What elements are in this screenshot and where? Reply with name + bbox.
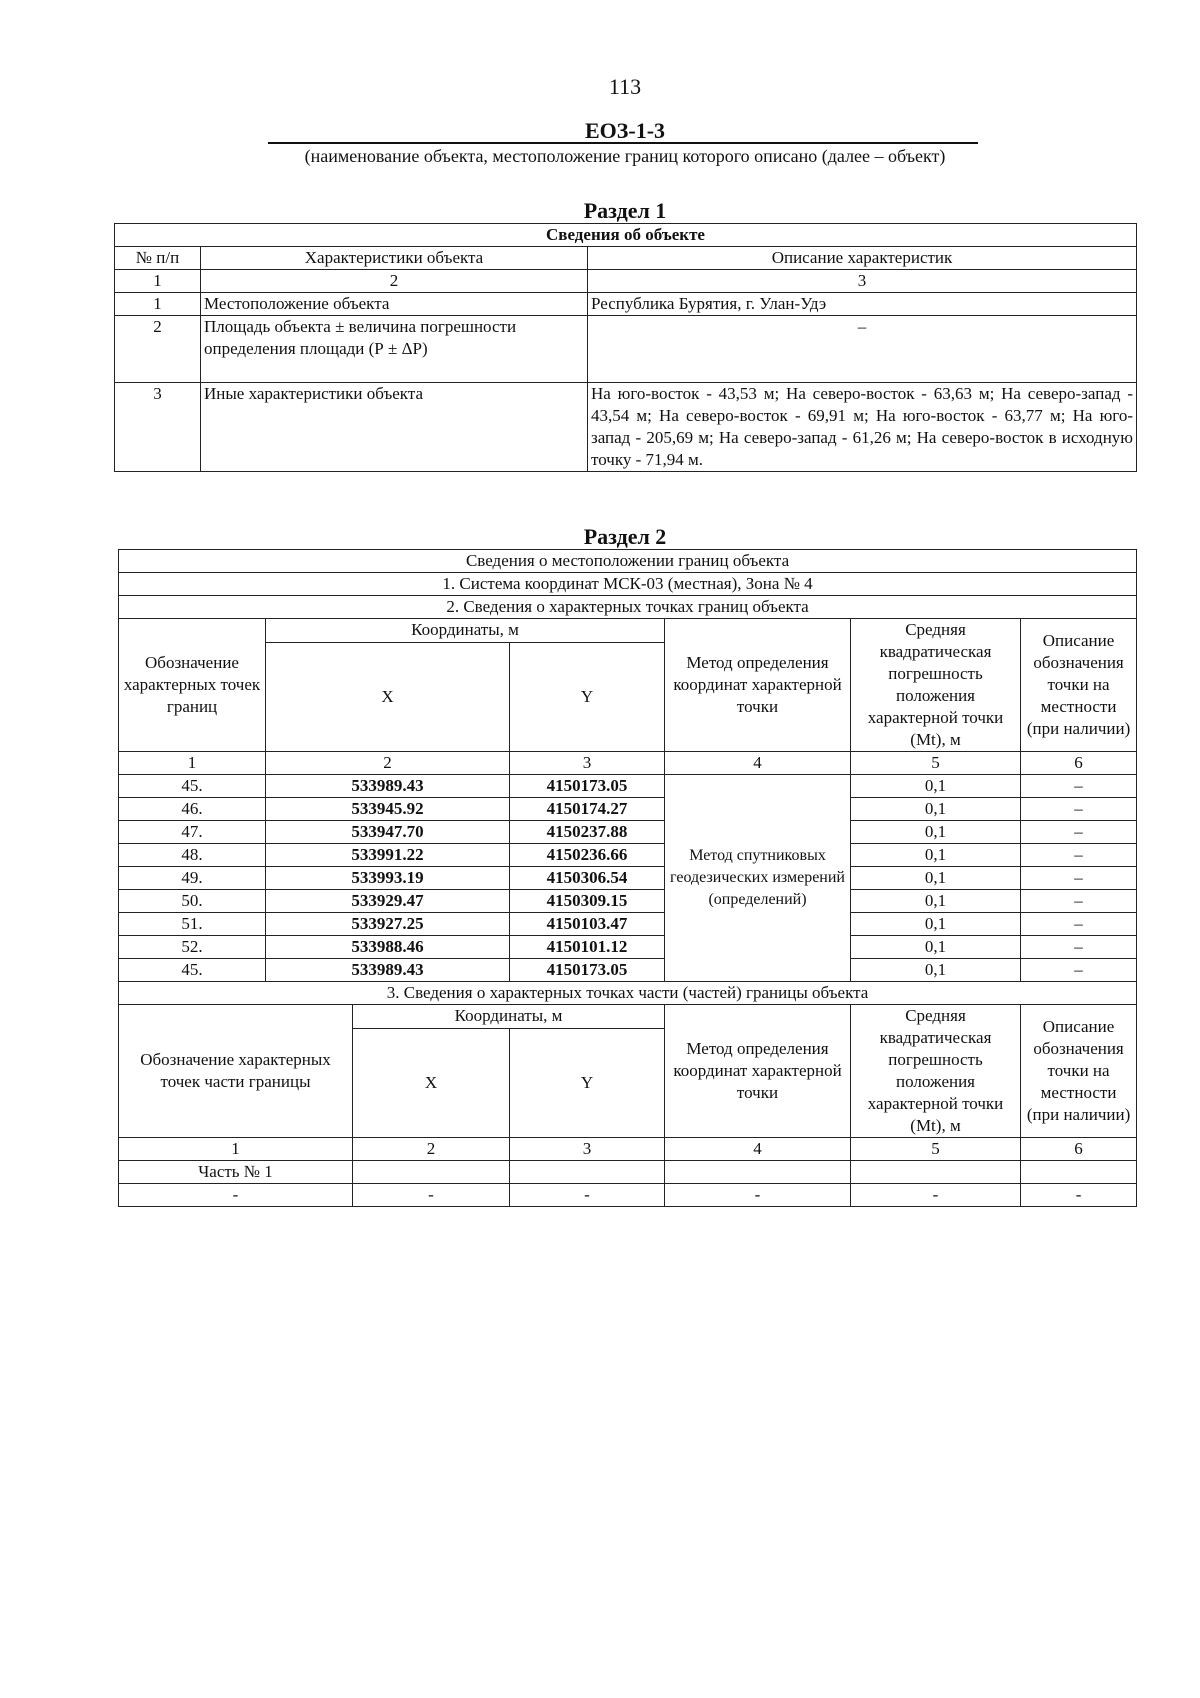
point-mt: 0,1 (851, 959, 1021, 982)
point-x: 533991.22 (266, 844, 510, 867)
part-empty-value: - (851, 1184, 1021, 1207)
col-number: 1 (119, 1138, 353, 1161)
object-name: ЕОЗ-1-3 (584, 118, 666, 143)
point-id: 49. (119, 867, 266, 890)
table-row (119, 844, 1137, 867)
point-id: 50. (119, 890, 266, 913)
header-row (115, 247, 1137, 270)
point-id: 47. (119, 821, 266, 844)
points-subtitle: 2. Сведения о характерных точках границ объекта (119, 596, 1137, 619)
col-numbers-row (115, 270, 1137, 293)
point-id: 45. (119, 775, 266, 798)
point-y: 4150174.27 (510, 798, 665, 821)
point-desc: – (1021, 844, 1137, 867)
point-x: 533989.43 (266, 775, 510, 798)
col-number: 5 (851, 752, 1021, 775)
table-row (119, 867, 1137, 890)
empty-cell (1021, 1161, 1137, 1184)
point-x: 533929.47 (266, 890, 510, 913)
part-empty-value: - (1021, 1184, 1137, 1207)
col-number: 2 (353, 1138, 510, 1161)
boundary-points-table (118, 549, 1137, 1207)
method-value: Метод спутниковых геодезических измерений (определений) (665, 775, 851, 982)
col-header-coords: Координаты, м (266, 619, 665, 643)
point-id: 48. (119, 844, 266, 867)
point-desc: – (1021, 890, 1137, 913)
point-mt: 0,1 (851, 821, 1021, 844)
table-row (115, 316, 1137, 383)
part-empty-value: - (665, 1184, 851, 1207)
col-header-part-designation: Обозначение характерных точек части границы (119, 1005, 353, 1138)
col-number: 1 (119, 752, 266, 775)
col-number: 3 (588, 270, 1137, 293)
object-info-table (114, 223, 1137, 472)
table-row (119, 913, 1137, 936)
col-header-characteristic: Характеристики объекта (201, 247, 588, 270)
point-desc: – (1021, 867, 1137, 890)
col-number: 3 (510, 752, 665, 775)
point-desc: – (1021, 798, 1137, 821)
point-desc: – (1021, 959, 1137, 982)
empty-cell (353, 1161, 510, 1184)
table-title: Сведения об объекте (115, 224, 1137, 247)
col-header-method: Метод определения координат характерной точки (665, 619, 851, 752)
table-title: Сведения о местоположении границ объекта (119, 550, 1137, 573)
row-characteristic: Иные характеристики объекта (201, 383, 588, 472)
table-row (115, 293, 1137, 316)
part-label: Часть № 1 (119, 1161, 353, 1184)
point-id: 51. (119, 913, 266, 936)
point-y: 4150237.88 (510, 821, 665, 844)
row-characteristic: Площадь объекта ± величина погрешности определения площади (Р ± ΔР) (201, 316, 588, 383)
part-empty-value: - (353, 1184, 510, 1207)
point-mt: 0,1 (851, 913, 1021, 936)
col-header-method: Метод определения координат характерной точки (665, 1005, 851, 1138)
col-number: 2 (201, 270, 588, 293)
col-number: 2 (266, 752, 510, 775)
point-x: 533927.25 (266, 913, 510, 936)
point-x: 533988.46 (266, 936, 510, 959)
object-name-underline (268, 142, 978, 144)
table-row (119, 775, 1137, 798)
point-x: 533947.70 (266, 821, 510, 844)
col-number: 4 (665, 752, 851, 775)
col-numbers-row (119, 1138, 1137, 1161)
empty-cell (665, 1161, 851, 1184)
point-mt: 0,1 (851, 936, 1021, 959)
col-header-y: Y (510, 1029, 665, 1138)
col-header-x: X (266, 643, 510, 752)
col-number: 6 (1021, 752, 1137, 775)
table-row (119, 1161, 1137, 1184)
point-desc: – (1021, 821, 1137, 844)
table-row (119, 936, 1137, 959)
table-row (119, 821, 1137, 844)
col-number: 4 (665, 1138, 851, 1161)
col-header-description: Описание обозначения точки на местности (при наличии) (1021, 1005, 1137, 1138)
point-mt: 0,1 (851, 844, 1021, 867)
point-desc: – (1021, 913, 1137, 936)
point-x: 533945.92 (266, 798, 510, 821)
point-desc: – (1021, 936, 1137, 959)
page-number: 113 (608, 74, 642, 99)
object-caption: (наименование объекта, местоположение границ которого описано (далее – объект) (304, 146, 946, 166)
row-num: 3 (115, 383, 201, 472)
point-mt: 0,1 (851, 775, 1021, 798)
table-row (119, 798, 1137, 821)
point-mt: 0,1 (851, 798, 1021, 821)
point-id: 46. (119, 798, 266, 821)
empty-cell (510, 1161, 665, 1184)
col-header-error: Средняя квадратическая погрешность положения характерной точки (Mt), м (851, 1005, 1021, 1138)
point-y: 4150101.12 (510, 936, 665, 959)
point-y: 4150173.05 (510, 959, 665, 982)
col-number: 1 (115, 270, 201, 293)
table-row (119, 890, 1137, 913)
section-2-title: Раздел 2 (583, 524, 667, 549)
table-row (119, 1184, 1137, 1207)
col-header-error: Средняя квадратическая погрешность положения характерной точки (Mt), м (851, 619, 1021, 752)
point-desc: – (1021, 775, 1137, 798)
row-num: 1 (115, 293, 201, 316)
table-row (115, 383, 1137, 472)
section-1-title: Раздел 1 (583, 198, 667, 223)
row-description: На юго-восток - 43,53 м; На северо-восток - 63,63 м; На северо-запад - 43,54 м; На северо-восток - 69,91 м; На юго-восток - 63,77 м; На юго-запад - 205,69 м; На северо-запад - 61,26 м; На северо-восток в исходную точку - 71,94 м. (588, 383, 1137, 472)
col-header-description: Описание обозначения точки на местности (при наличии) (1021, 619, 1137, 752)
row-description: Республика Бурятия, г. Улан-Удэ (588, 293, 1137, 316)
header-row (119, 619, 1137, 643)
part-empty-value: - (510, 1184, 665, 1207)
col-header-coords: Координаты, м (353, 1005, 665, 1029)
col-number: 3 (510, 1138, 665, 1161)
point-id: 45. (119, 959, 266, 982)
empty-cell (851, 1161, 1021, 1184)
col-header-designation: Обозначение характерных точек границ (119, 619, 266, 752)
point-x: 533989.43 (266, 959, 510, 982)
row-characteristic: Местоположение объекта (201, 293, 588, 316)
coord-system: 1. Система координат МСК-03 (местная), Зона № 4 (119, 573, 1137, 596)
parts-subtitle: 3. Сведения о характерных точках части (частей) границы объекта (119, 982, 1137, 1005)
row-num: 2 (115, 316, 201, 383)
row-description: – (588, 316, 1137, 383)
col-header-description: Описание характеристик (588, 247, 1137, 270)
col-number: 5 (851, 1138, 1021, 1161)
point-y: 4150306.54 (510, 867, 665, 890)
point-y: 4150309.15 (510, 890, 665, 913)
col-header-x: X (353, 1029, 510, 1138)
part-empty-value: - (119, 1184, 353, 1207)
point-id: 52. (119, 936, 266, 959)
col-numbers-row (119, 752, 1137, 775)
col-header-y: Y (510, 643, 665, 752)
header-row (119, 1005, 1137, 1029)
point-y: 4150173.05 (510, 775, 665, 798)
table-row (119, 959, 1137, 982)
col-number: 6 (1021, 1138, 1137, 1161)
col-header-num: № п/п (115, 247, 201, 270)
point-mt: 0,1 (851, 867, 1021, 890)
point-x: 533993.19 (266, 867, 510, 890)
point-y: 4150103.47 (510, 913, 665, 936)
point-y: 4150236.66 (510, 844, 665, 867)
point-mt: 0,1 (851, 890, 1021, 913)
